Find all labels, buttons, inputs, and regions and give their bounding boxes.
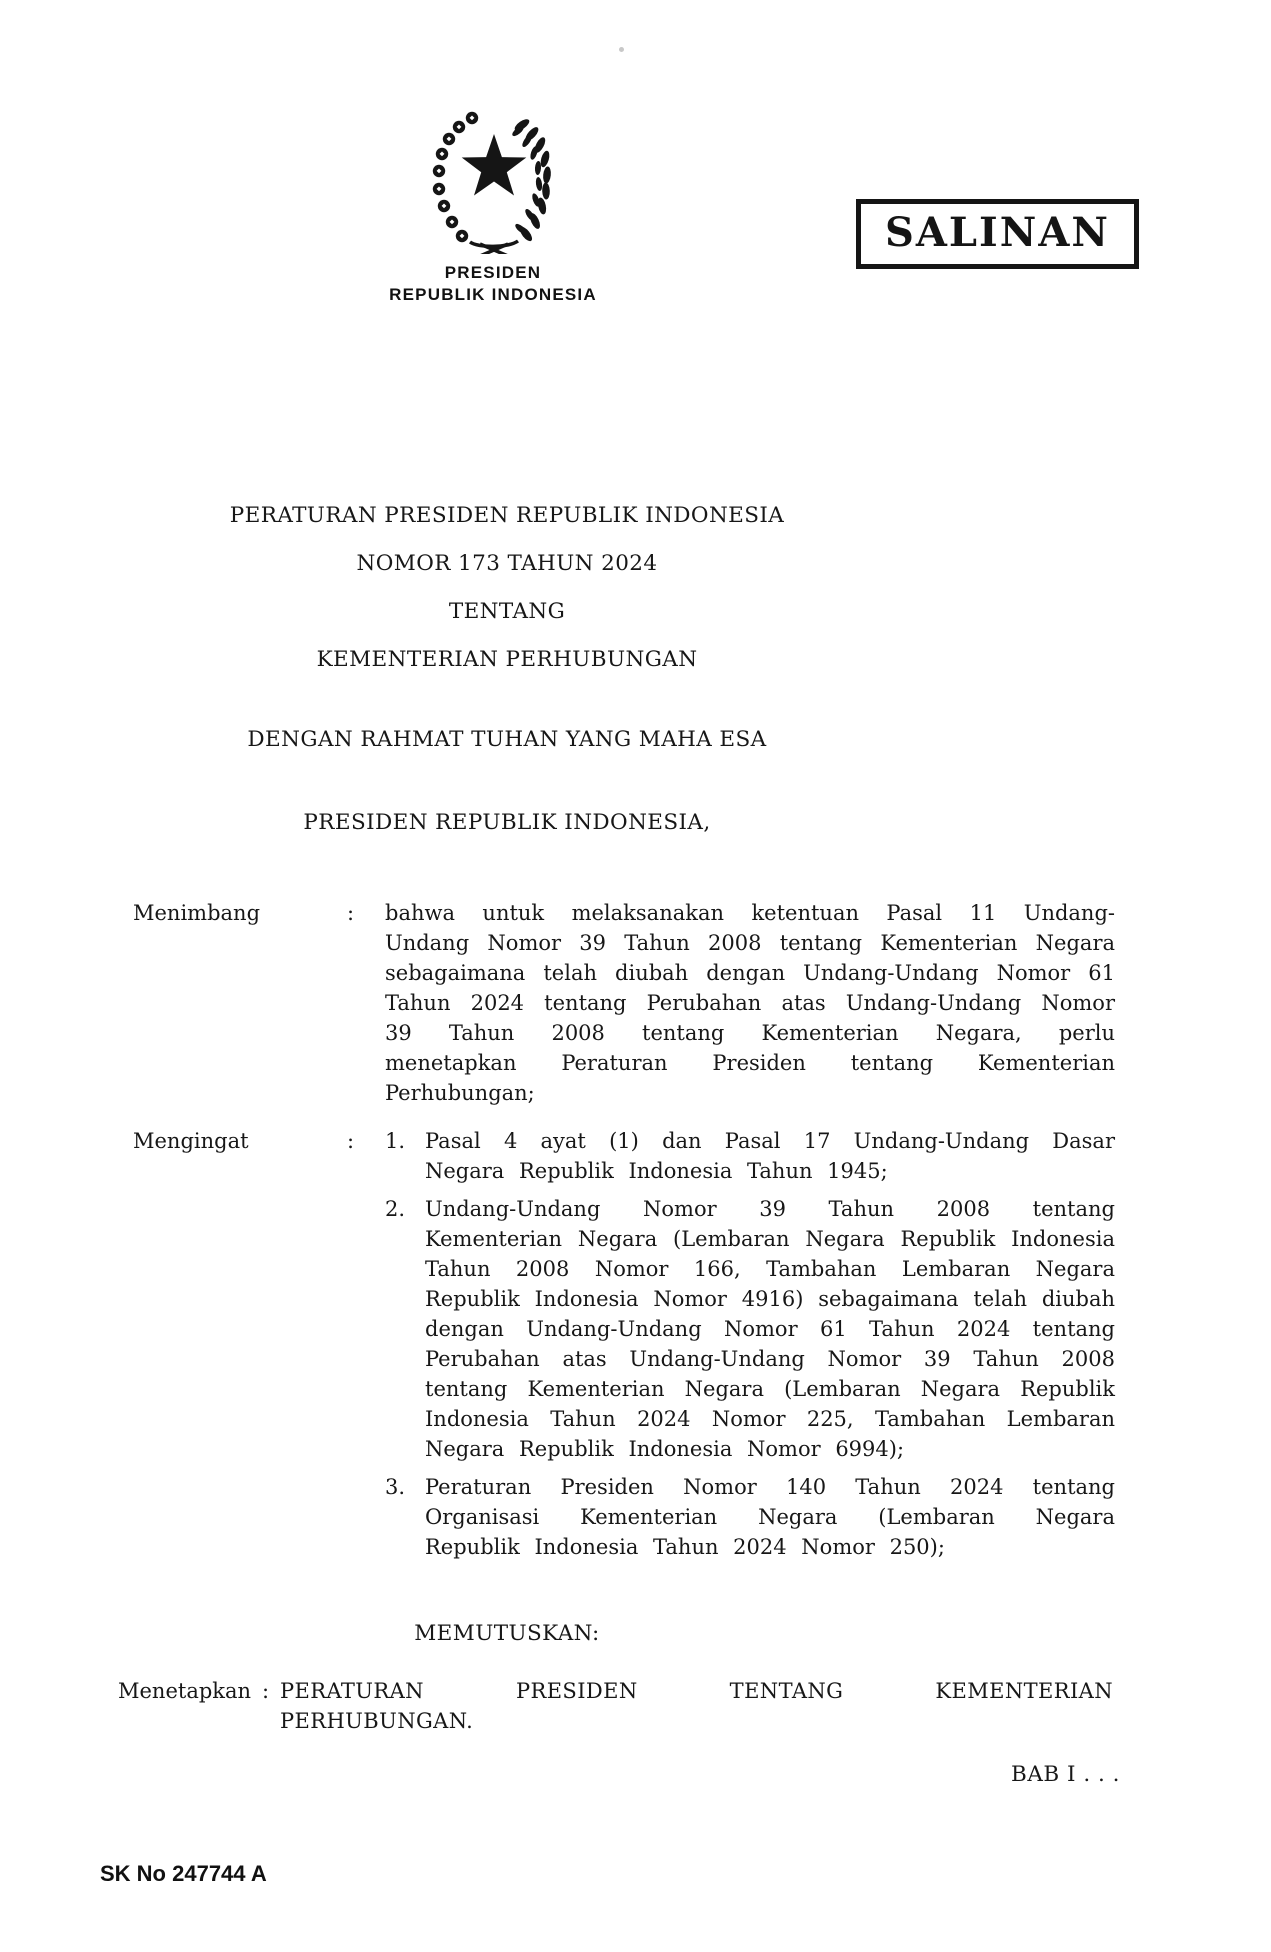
- considering-section: [0, 898, 1271, 1108]
- enacting-text: PERATURAN PRESIDEN TENTANG KEMENTERIAN PERHUBUNGAN.: [280, 1679, 1113, 1733]
- wreath-stems-icon: [470, 241, 518, 254]
- page-continuation-marker: BAB I . . .: [1011, 1762, 1120, 1787]
- regulation-title: [0, 492, 1014, 684]
- title-line-1: PERATURAN PRESIDEN REPUBLIK INDONESIA: [229, 503, 785, 528]
- recalling-item-number: 1.: [385, 1129, 406, 1153]
- sk-number: SK No 247744 A: [100, 1861, 267, 1886]
- recalling-item: [385, 1194, 1115, 1464]
- wreath-left-icon: [433, 112, 478, 242]
- star-icon: [462, 134, 527, 196]
- issuer-line: PRESIDEN REPUBLIK INDONESIA,: [303, 810, 711, 835]
- decision-heading: MEMUTUSKAN:: [414, 1621, 600, 1646]
- presidential-seal-icon: [426, 104, 560, 254]
- enacting-section: [0, 1676, 1271, 1736]
- considering-colon: :: [347, 901, 355, 925]
- title-line-3: TENTANG: [448, 599, 566, 624]
- letterhead-line1: PRESIDEN: [444, 263, 542, 282]
- title-line-2: NOMOR 173 TAHUN 2024: [356, 551, 658, 576]
- enacting-colon: :: [262, 1679, 270, 1703]
- considering-label: Menimbang: [133, 901, 261, 925]
- recalling-item: [385, 1472, 1115, 1562]
- recalling-list: [385, 1126, 1115, 1562]
- letterhead-line2: REPUBLIK INDONESIA: [389, 285, 597, 304]
- recalling-item-number: 3.: [385, 1475, 406, 1499]
- considering-text: bahwa untuk melaksanakan ketentuan Pasal 11 Undang-Undang Nomor 39 Tahun 2008 tentang Kementerian Negara sebagaimana telah diubah dengan Undang-Undang Nomor 61 Tahun 2024 tentang Perubahan atas Undang-Undang Nomor 39 Tahun 2008 tentang Kementerian Negara, perlu menetapkan Peraturan Presiden tentang Kementerian Perhubungan;: [385, 901, 1115, 1105]
- wreath-right-icon: [511, 117, 552, 243]
- recalling-label: Mengingat: [133, 1129, 249, 1153]
- recalling-item-text: Undang-Undang Nomor 39 Tahun 2008 tentang Kementerian Negara (Lembaran Negara Republik Indonesia Tahun 2008 Nomor 166, Tambahan Lembaran Negara Republik Indonesia Nomor 4916) sebagaimana telah diubah dengan Undang-Undang Nomor 61 Tahun 2024 tentang Perubahan atas Undang-Undang Nomor 39 Tahun 2008 tentang Kementerian Negara (Lembaran Negara Republik Indonesia Tahun 2024 Nomor 225, Tambahan Lembaran Negara Republik Indonesia Nomor 6994);: [425, 1197, 1115, 1461]
- recalling-section: [0, 1126, 1271, 1562]
- salinan-stamp: SALINAN: [856, 199, 1139, 269]
- recalling-item-text: Peraturan Presiden Nomor 140 Tahun 2024 tentang Organisasi Kementerian Negara (Lembaran Negara Republik Indonesia Tahun 2024 Nomor 250);: [425, 1475, 1115, 1559]
- recalling-item: [385, 1126, 1115, 1186]
- scan-speck: [619, 47, 624, 52]
- recalling-item-text: Pasal 4 ayat (1) dan Pasal 17 Undang-Undang Dasar Negara Republik Indonesia Tahun 1945;: [425, 1129, 1115, 1183]
- title-line-4: KEMENTERIAN PERHUBUNGAN: [316, 647, 698, 672]
- recalling-item-number: 2.: [385, 1197, 406, 1221]
- invocation-line: DENGAN RAHMAT TUHAN YANG MAHA ESA: [247, 727, 767, 752]
- recalling-colon: :: [347, 1129, 355, 1153]
- letterhead: [0, 262, 986, 306]
- presidential-seal: [426, 104, 560, 256]
- enacting-label: Menetapkan: [118, 1679, 252, 1703]
